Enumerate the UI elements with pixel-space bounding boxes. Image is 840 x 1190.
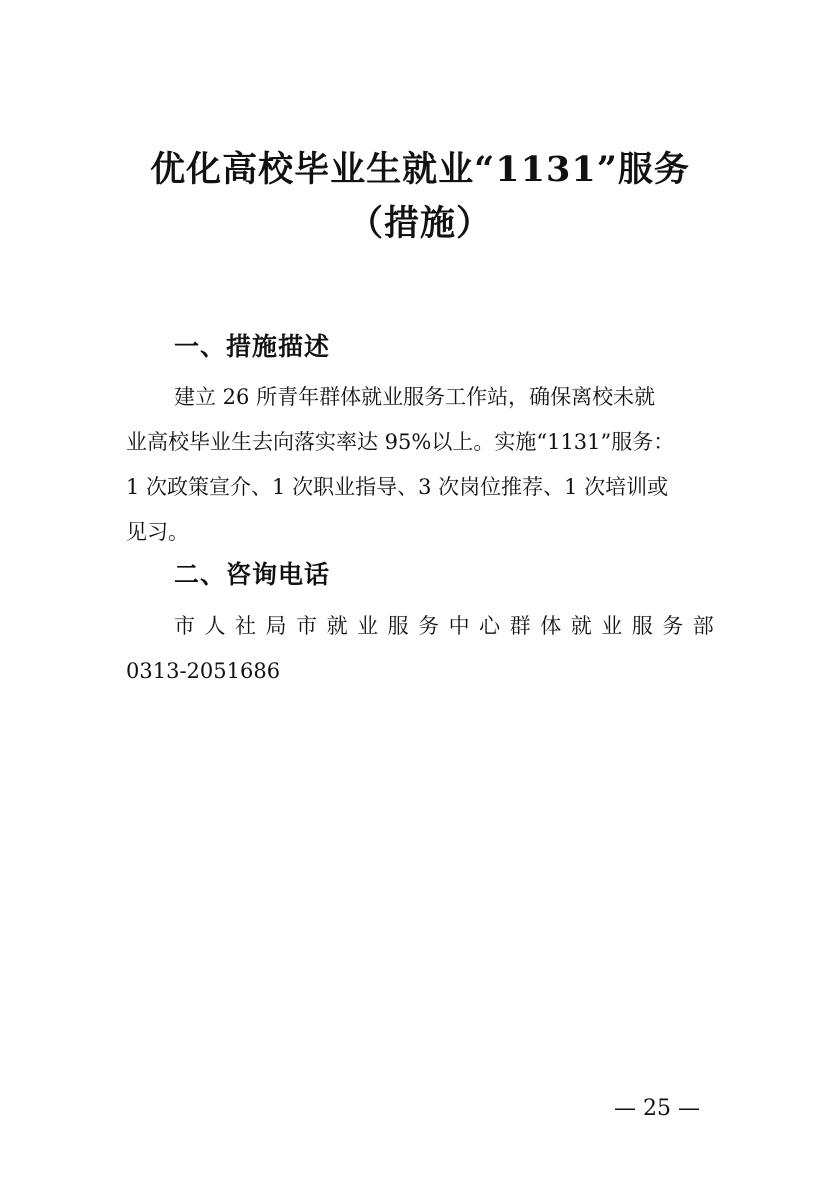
- department-char: 业: [601, 614, 623, 638]
- department-char: 中: [448, 614, 470, 638]
- department-char: 市: [296, 614, 318, 638]
- department-char: 心: [479, 614, 501, 638]
- department-char: 局: [265, 614, 287, 638]
- section-body-measures: [126, 375, 714, 555]
- body-line: 业高校毕业生去向落实率达 95%以上。实施“1131”服务：: [126, 430, 675, 454]
- department-char: 体: [540, 614, 562, 638]
- page-number: — 25 —: [614, 1096, 700, 1121]
- department-char: 就: [570, 614, 592, 638]
- body-line: 见习。: [126, 520, 189, 544]
- department-char: 服: [387, 614, 409, 638]
- department-char: 务: [418, 614, 440, 638]
- body-line: 1 次政策宣介、1 次职业指导、3 次岗位推荐、1 次培训或: [126, 475, 669, 499]
- department-char: 就: [326, 614, 348, 638]
- department-char: 务: [662, 614, 684, 638]
- contact-department: [126, 604, 714, 649]
- department-char: 社: [235, 614, 257, 638]
- body-line: 建立 26 所青年群体就业服务工作站，确保离校未就: [174, 385, 656, 409]
- department-char: 业: [357, 614, 379, 638]
- department-char: 部: [692, 614, 714, 638]
- section-heading-measures: 一、措施描述: [174, 332, 331, 361]
- department-char: 服: [631, 614, 653, 638]
- section-body-contact: [126, 604, 714, 694]
- section-heading-contact: 二、咨询电话: [174, 560, 331, 589]
- document-subtitle: （措施）: [347, 203, 492, 244]
- department-char: 群: [509, 614, 531, 638]
- document-title: 优化高校毕业生就业“1131”服务: [150, 149, 690, 190]
- department-char: 市: [174, 614, 195, 638]
- department-char: 人: [204, 614, 226, 638]
- contact-phone: 0313-2051686: [126, 659, 281, 683]
